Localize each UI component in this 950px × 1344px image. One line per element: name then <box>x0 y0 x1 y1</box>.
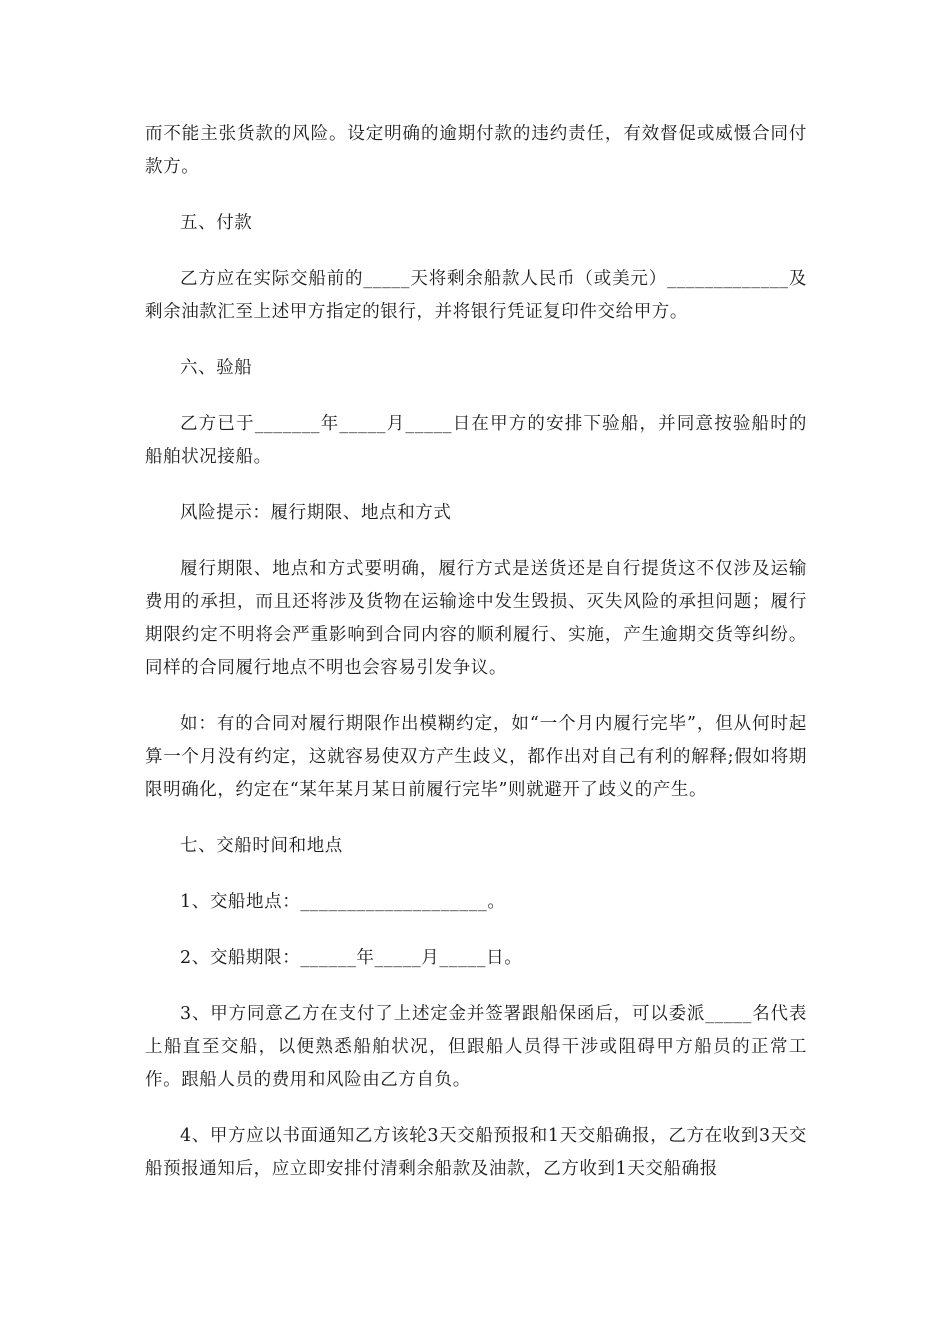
section-heading-payment: 五、付款 <box>180 213 253 233</box>
paragraph-payment-terms: 乙方应在实际交船前的_____天将剩余船款人民币（或美元）_____________及剩余油款汇至上述甲方指定的银行，并将银行凭证复印件交给甲方。 <box>145 269 807 322</box>
section-heading-inspection: 六、验船 <box>180 358 253 378</box>
paragraph-performance-example: 如：有的合同对履行期限作出模糊约定，如“一个月内履行完毕”，但从何时起算一个月没有约定，这就容易使双方产生歧义，都作出对自己有利的解释;假如将期限明确化，约定在“某年某月某日前履行完毕”则就避开了歧义的产生。 <box>145 714 807 800</box>
section-heading-delivery: 七、交船时间和地点 <box>180 836 343 856</box>
document-body <box>145 118 807 1209</box>
clause-delivery-deadline: 2、交船期限：______年_____月_____日。 <box>180 948 523 968</box>
paragraph-risk-note-continued: 而不能主张货款的风险。设定明确的逾期付款的违约责任，有效督促或威慑合同付款方。 <box>145 124 807 177</box>
risk-tip-heading: 风险提示：履行期限、地点和方式 <box>180 503 452 523</box>
clause-delivery-notice: 4、甲方应以书面通知乙方该轮3天交船预报和1天交船确报，乙方在收到3天交船预报通知后，应立即安排付清剩余船款及油款，乙方收到1天交船确报 <box>145 1126 807 1179</box>
paragraph-inspection-terms: 乙方已于_______年_____月_____日在甲方的安排下验船，并同意按验船时的船舶状况接船。 <box>145 414 807 467</box>
paragraph-performance-explanation: 履行期限、地点和方式要明确，履行方式是送货还是自行提货这不仅涉及运输费用的承担，而且还将涉及货物在运输途中发生毁损、灭失风险的承担问题；履行期限约定不明将会严重影响到合同内容的顺利履行、实施，产生逾期交货等纠纷。同样的合同履行地点不明也会容易引发争议。 <box>145 559 807 678</box>
clause-delivery-place: 1、交船地点：____________________。 <box>180 892 506 912</box>
clause-boarding-representatives: 3、甲方同意乙方在支付了上述定金并签署跟船保函后，可以委派_____名代表上船直至交船，以便熟悉船舶状况，但跟船人员得干涉或阻碍甲方船员的正常工作。跟船人员的费用和风险由乙方自负。 <box>145 1004 807 1090</box>
